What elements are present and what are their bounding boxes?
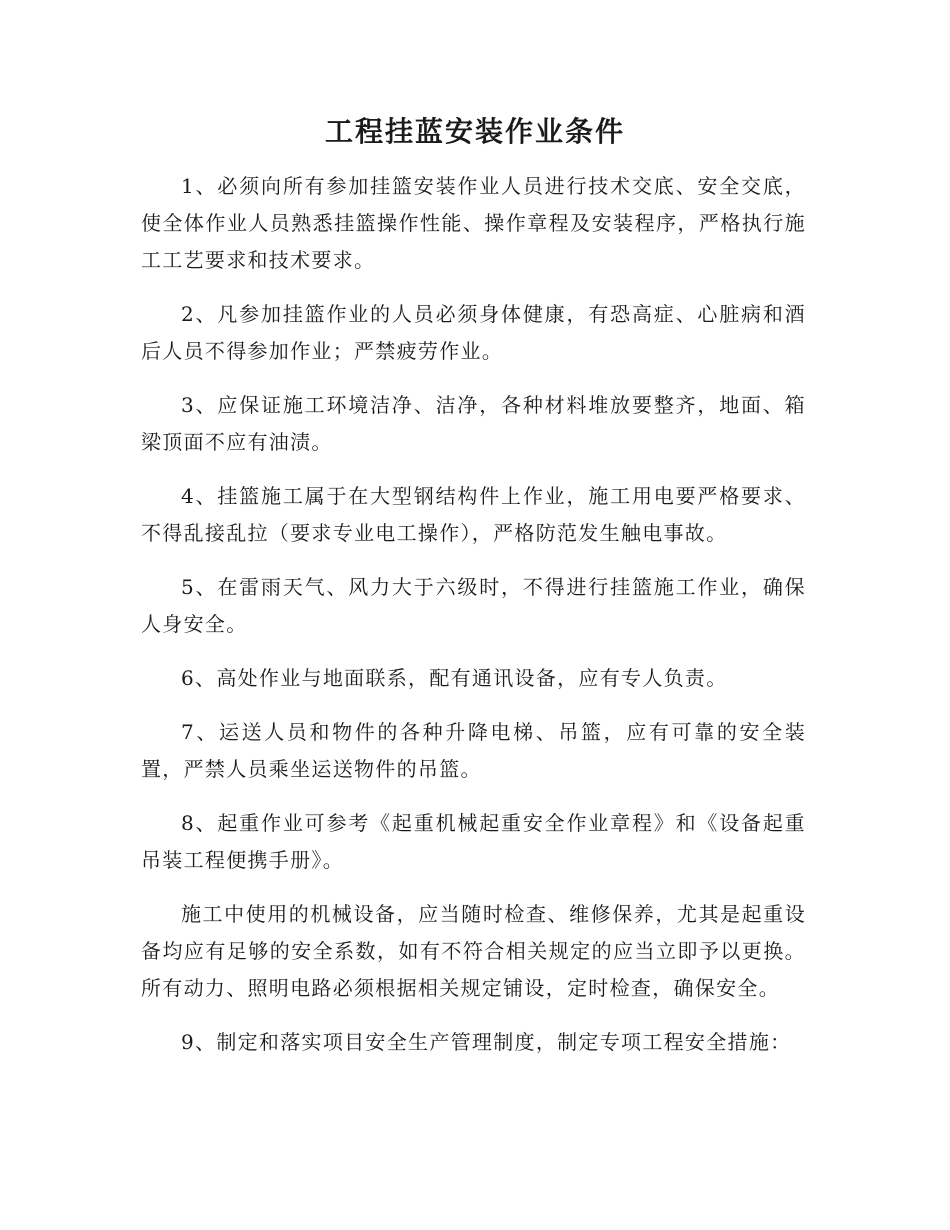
paragraph-7: 7、运送人员和物件的各种升降电梯、吊篮，应有可靠的安全装置，严禁人员乘坐运送物件的吊篮。 [141, 720, 806, 781]
paragraph-8: 8、起重作业可参考《起重机械起重安全作业章程》和《设备起重吊装工程便携手册》。 [141, 811, 806, 872]
paragraph-9: 9、制定和落实项目安全生产管理制度，制定专项工程安全措施： [181, 1030, 792, 1054]
paragraph-4: 4、挂篮施工属于在大型钢结构件上作业，施工用电要严格要求、不得乱接乱拉（要求专业电工操作），严格防范发生触电事故。 [141, 484, 806, 545]
paragraph-equipment: 施工中使用的机械设备，应当随时检查、维修保养，尤其是起重设备均应有足够的安全系数，如有不符合相关规定的应当立即予以更换。所有动力、照明电路必须根据相关规定铺设，定时检查，确保安全。 [141, 902, 806, 1000]
paragraph-6: 6、高处作业与地面联系，配有通讯设备，应有专人负责。 [181, 666, 728, 690]
document-body [141, 168, 806, 1078]
paragraph-3: 3、应保证施工环境洁净、洁净，各种材料堆放要整齐，地面、箱梁顶面不应有油渍。 [141, 393, 806, 454]
paragraph-5: 5、在雷雨天气、风力大于六级时，不得进行挂篮施工作业，确保人身安全。 [141, 575, 806, 636]
document-title: 工程挂蓝安装作业条件 [324, 115, 625, 148]
paragraph-2: 2、凡参加挂篮作业的人员必须身体健康，有恐高症、心脏病和酒后人员不得参加作业；严禁疲劳作业。 [141, 302, 806, 363]
paragraph-1: 1、必须向所有参加挂篮安装作业人员进行技术交底、安全交底，使全体作业人员熟悉挂篮操作性能、操作章程及安装程序，严格执行施工工艺要求和技术要求。 [141, 174, 806, 272]
